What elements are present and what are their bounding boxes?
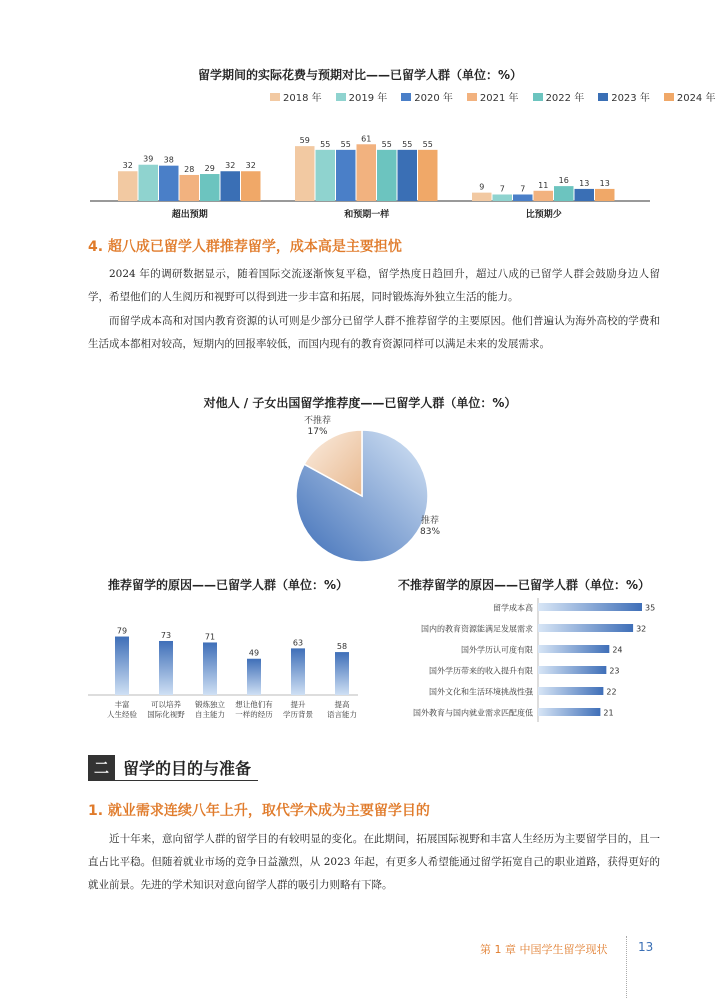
chart4-value-label: 35	[645, 603, 656, 613]
chart1-bar	[534, 191, 554, 201]
chart1-bar	[295, 146, 315, 201]
chart4-value-label: 23	[609, 666, 620, 676]
chart1-bar	[493, 194, 513, 201]
chart4-bar	[538, 708, 600, 716]
section4-paragraph-1: 2024 年的调研数据显示，随着国际交流逐渐恢复平稳，留学热度日趋回升，超过八成的已留学人群会鼓励身边人留学，希望他们的人生阅历和视野可以得到进一步丰富和拓展，同时锻炼海外独立生活的能力。	[88, 268, 660, 303]
chart3-bar	[115, 637, 129, 695]
section1-paragraph-1: 近十年来，意向留学人群的留学目的有较明显的变化。在此期间，拓展国际视野和丰富人生经历为主要留学目的，且一直占比平稳。但随着就业市场的竞争日益激烈，从 2023 年起，有更多人希望能通过留学拓宽自己的职业道路，获得更好的就业前景。先进的学术知识对意向留学人群的吸引力则略有下降。	[88, 833, 660, 891]
part2-underline	[88, 780, 258, 781]
chart4-category-label: 国外教育与国内就业需求匹配度低	[413, 708, 533, 718]
legend-swatch	[467, 93, 477, 101]
chart3-category-label: 丰富	[114, 700, 130, 709]
chart1-bar	[118, 171, 138, 201]
chart1-bar	[418, 150, 438, 201]
part2-number: 二	[88, 755, 115, 780]
chart3-value-label: 49	[248, 648, 260, 658]
chart3-category-label: 提升	[290, 700, 306, 709]
chart1-value-label: 29	[204, 164, 215, 174]
chart4-title: 不推荐留学的原因——已留学人群（单位：%）	[398, 578, 651, 592]
chart1-value-label: 32	[122, 161, 133, 171]
pie-label-yes	[420, 516, 440, 538]
chart3-bar-chart	[88, 598, 368, 728]
chart4-bar	[538, 624, 633, 632]
chart3-bar	[291, 648, 305, 695]
chart3-category-label: 一样的经历	[235, 710, 273, 719]
pie-value-no: 17%	[307, 427, 328, 437]
chart4-category-label: 国外文化和生活环境挑战性强	[429, 687, 533, 697]
chart4-bar	[538, 666, 606, 674]
legend-item-1	[336, 89, 388, 104]
chart1-bar	[554, 186, 574, 201]
chart1-bar	[513, 194, 533, 201]
chart1-value-label: 16	[558, 176, 569, 186]
chart1-bar	[398, 150, 418, 201]
chart1-bar	[377, 150, 397, 201]
chart4-category-label: 留学成本高	[493, 603, 533, 613]
chart3-bar	[159, 641, 173, 695]
pie-title: 对他人 / 子女出国留学推荐度——已留学人群（单位：%）	[203, 396, 517, 410]
chart3-value-label: 63	[292, 638, 304, 648]
chart1-value-label: 28	[184, 164, 195, 174]
section4-paragraph-2: 而留学成本高和对国内教育资源的认可则是少部分已留学人群不推荐留学的主要原因。他们普遍认为海外高校的学费和生活成本都相对较高，短期内的回报率较低，而国内现有的教育资源同样可以满足未来的发展需求。	[88, 315, 660, 350]
chart4-value-label: 22	[606, 687, 617, 697]
chart1-value-label: 61	[361, 134, 372, 144]
chart3-category-label: 人生经验	[107, 710, 137, 719]
legend-item-0	[270, 89, 322, 104]
chart1-bar	[357, 144, 377, 201]
chart1-bar	[180, 175, 200, 201]
chart1-category-label: 和预期一样	[344, 210, 390, 220]
legend-label: 2023 年	[611, 93, 650, 104]
legend-item-6	[664, 89, 716, 104]
chart3-title: 推荐留学的原因——已留学人群（单位：%）	[108, 578, 349, 592]
chart3-category-label: 想让他们有	[235, 700, 273, 709]
chart1-bar	[139, 165, 159, 201]
chart4-bar	[538, 645, 609, 653]
chart4-value-label: 24	[612, 645, 623, 655]
chart1-value-label: 59	[299, 136, 310, 146]
chart1-value-label: 38	[163, 155, 174, 165]
chart4-bar-chart	[380, 598, 660, 723]
chart1-value-label: 55	[422, 139, 433, 149]
legend-label: 2019 年	[348, 93, 388, 104]
chart1-bar	[200, 174, 220, 201]
chart3-bar	[247, 659, 261, 695]
chart1-value-label: 13	[579, 178, 590, 188]
chart1-category-label: 超出预期	[171, 210, 208, 220]
chart1-value-label: 32	[245, 161, 256, 171]
chart4-category-label: 国内的教育资源能满足发展需求	[421, 624, 533, 634]
legend-swatch	[533, 93, 543, 101]
chart3-category-label: 锻炼独立	[195, 700, 225, 709]
chart1-value-label: 39	[143, 154, 154, 164]
legend-label: 2024 年	[676, 93, 716, 104]
chart3-bar	[335, 652, 349, 695]
legend-item-4	[533, 89, 585, 104]
chart4-value-label: 21	[603, 708, 614, 718]
legend-swatch	[401, 93, 411, 101]
chart4-category-label: 国外学历认可度有限	[461, 645, 533, 655]
pie-label-yes-text: 推荐	[421, 516, 440, 526]
chart1-value-label: 13	[599, 178, 610, 188]
chart3-bar	[203, 642, 217, 695]
legend-label: 2022 年	[545, 93, 585, 104]
chart3-value-label: 73	[160, 630, 172, 640]
chart1-bar	[241, 171, 261, 201]
chart4-value-label: 32	[636, 624, 647, 634]
footer-chapter: 第 1 章 中国学生留学现状	[480, 943, 608, 956]
legend-label: 2021 年	[479, 93, 519, 104]
legend-swatch	[664, 93, 674, 101]
legend-swatch	[336, 93, 346, 101]
pie-value-yes: 83%	[420, 527, 441, 537]
chart1-bar-chart	[80, 105, 660, 223]
page-number: 13	[638, 940, 654, 954]
chart1-bar	[159, 166, 179, 201]
chart1-legend	[270, 89, 715, 104]
chart1-bar	[472, 193, 492, 201]
section1-heading: 1. 就业需求连续八年上升，取代学术成为主要留学目的	[88, 803, 430, 819]
legend-label: 2018 年	[283, 93, 322, 104]
chart1-bar	[595, 189, 615, 201]
chart1-title: 留学期间的实际花费与预期对比——已留学人群（单位：%）	[197, 68, 523, 82]
legend-item-5	[598, 89, 650, 104]
legend-label: 2020 年	[414, 93, 453, 104]
chart3-value-label: 58	[336, 642, 348, 652]
pie-label-no	[304, 416, 331, 438]
chart1-value-label: 32	[225, 161, 236, 171]
chart3-category-label: 提高	[334, 700, 350, 709]
chart1-value-label: 7	[520, 184, 526, 194]
pie-label-no-text: 不推荐	[304, 416, 332, 426]
legend-item-2	[401, 89, 453, 104]
chart3-value-label: 71	[204, 632, 216, 642]
chart3-value-label: 79	[116, 626, 128, 636]
legend-swatch	[598, 93, 608, 101]
chart3-category-label: 语言能力	[327, 710, 357, 719]
chart4-category-label: 国外学历带来的收入提升有限	[429, 666, 533, 676]
chart4-bar	[538, 687, 603, 695]
chart1-value-label: 9	[479, 182, 485, 192]
legend-swatch	[270, 93, 280, 101]
chart1-value-label: 55	[402, 139, 413, 149]
chart4-bar	[538, 603, 642, 611]
chart3-category-label: 学历背景	[283, 710, 313, 719]
chart1-bar	[336, 150, 356, 201]
chart3-category-label: 国际化视野	[147, 710, 185, 719]
chart1-bar	[221, 171, 241, 201]
chart1-bar	[575, 189, 595, 201]
chart1-value-label: 55	[381, 139, 392, 149]
chart1-value-label: 55	[340, 139, 351, 149]
section4-heading: 4. 超八成已留学人群推荐留学，成本高是主要担忧	[88, 239, 402, 255]
chart3-category-label: 可以培养	[151, 700, 181, 709]
footer-divider	[626, 936, 627, 998]
legend-item-3	[467, 89, 519, 104]
chart3-category-label: 自主能力	[195, 710, 225, 719]
part2-title: 留学的目的与准备	[123, 759, 252, 778]
part2-header	[88, 755, 251, 780]
chart1-value-label: 11	[538, 180, 549, 190]
chart1-value-label: 55	[320, 139, 331, 149]
chart1-value-label: 7	[499, 184, 505, 194]
chart1-category-label: 比预期少	[525, 210, 562, 220]
chart1-bar	[316, 150, 336, 201]
